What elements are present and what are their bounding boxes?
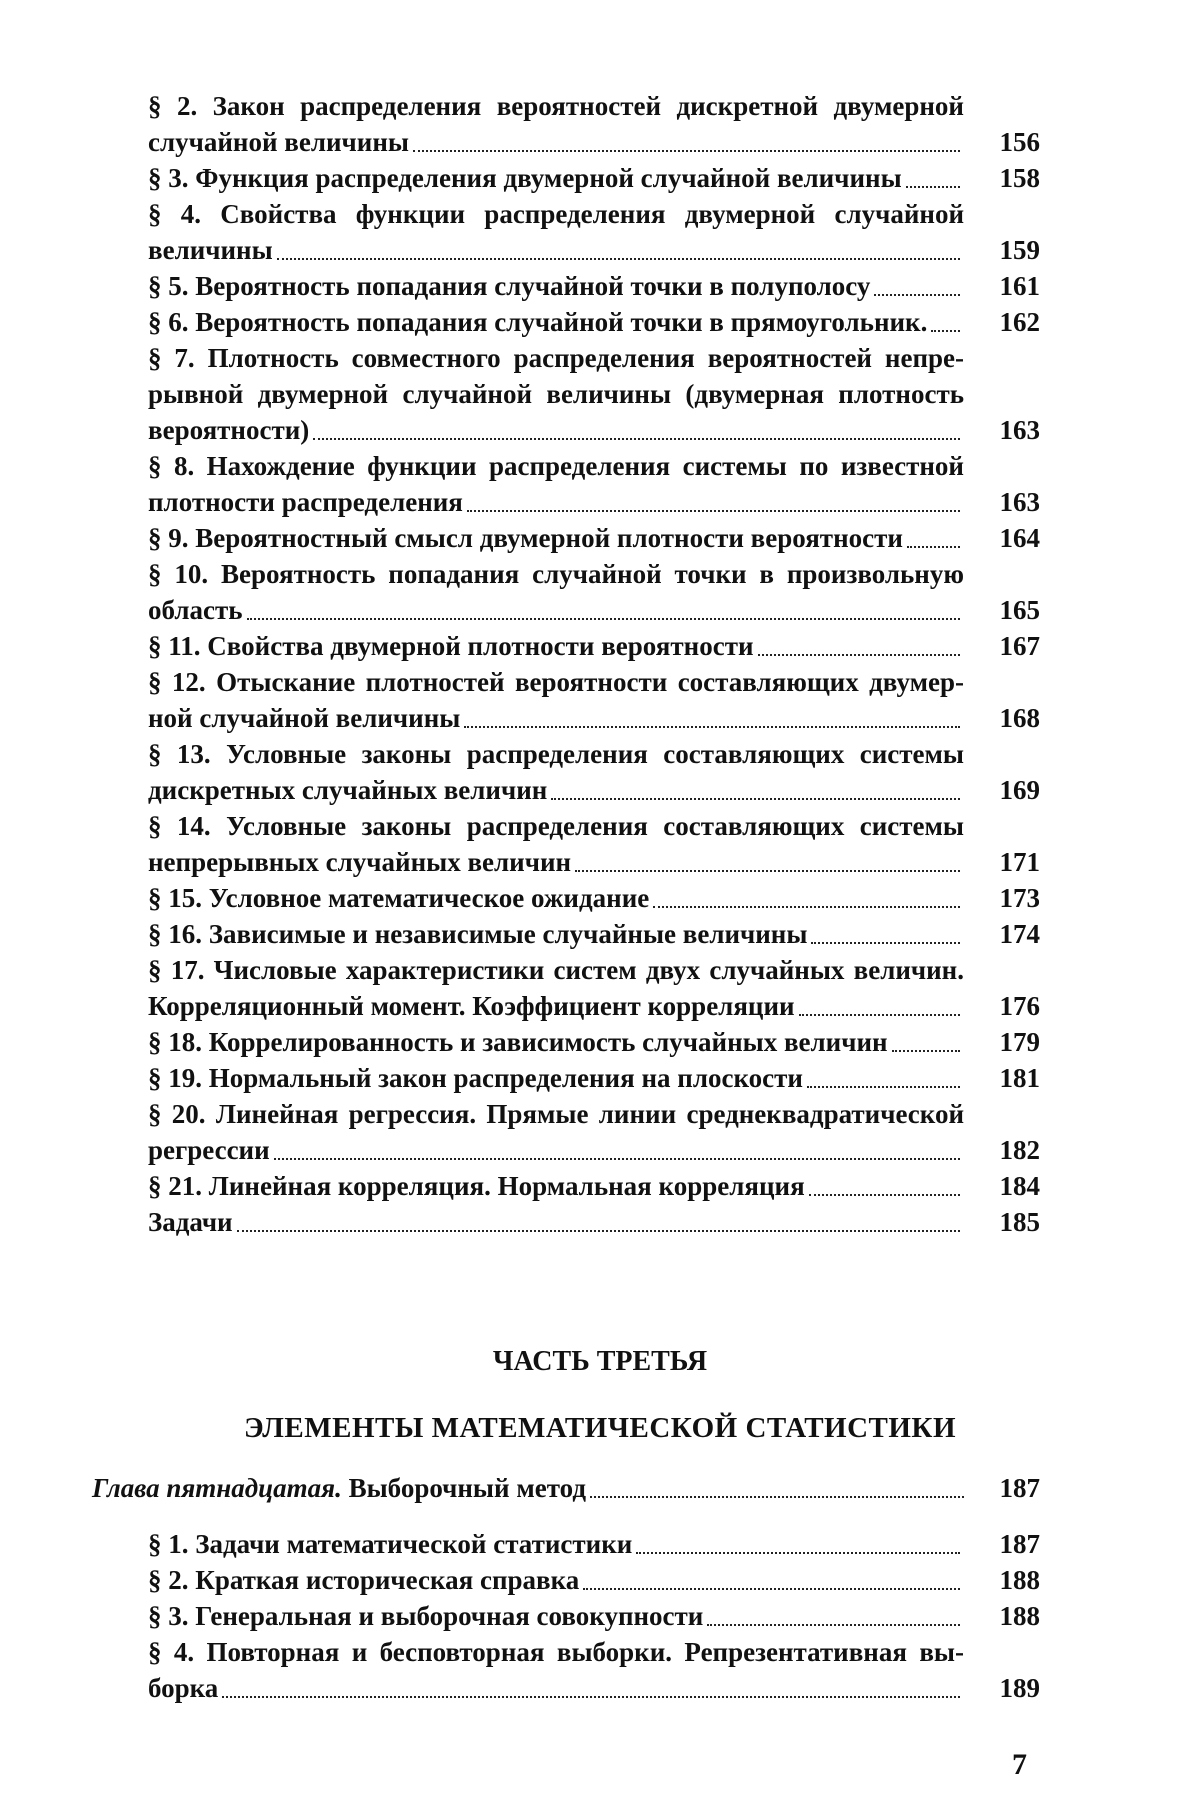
- toc-entry-title: § 19. Нормальный закон распределения на плоскости: [148, 1063, 803, 1093]
- leader-dots: [222, 1696, 960, 1698]
- toc-entry-title: ной случайной величины: [148, 703, 461, 733]
- toc-entry-title: борка: [148, 1673, 219, 1703]
- leader-dots: [551, 798, 960, 800]
- toc-entry[interactable]: [148, 1598, 1040, 1634]
- toc-entry-title: § 9. Вероятностный смысл двумерной плотности вероятности: [148, 523, 903, 553]
- leader-dots: [313, 438, 960, 440]
- toc-entry-page: 171: [999, 847, 1040, 877]
- toc-entry-title: Задачи: [148, 1207, 233, 1237]
- toc-entry[interactable]: [148, 448, 1040, 520]
- toc-entry-page: 174: [999, 919, 1040, 949]
- leader-dots: [653, 906, 960, 908]
- leader-dots: [277, 258, 960, 260]
- toc-entry-page: 158: [999, 163, 1040, 193]
- toc-entry-title: величины: [148, 235, 273, 265]
- toc-entry-page: 189: [999, 1673, 1040, 1703]
- toc-entry-page: 163: [999, 415, 1040, 445]
- toc-entry-title: непрерывных случайных величин: [148, 847, 572, 877]
- leader-dots: [413, 150, 960, 152]
- toc-entry-page: 161: [999, 271, 1040, 301]
- toc-entry-line: § 8. Нахождение функции распределения системы по известной: [148, 451, 964, 481]
- toc-entry-title: случайной величины: [148, 127, 409, 157]
- chapter-page: 187: [999, 1473, 1040, 1503]
- toc-entry-line: § 20. Линейная регрессия. Прямые линии среднеквадратической: [148, 1099, 964, 1129]
- toc-entry-page: 156: [999, 127, 1040, 157]
- leader-dots: [758, 654, 960, 656]
- toc-entry-title: § 16. Зависимые и независимые случайные величины: [148, 919, 808, 949]
- toc-entry[interactable]: [148, 664, 1040, 736]
- toc-entry[interactable]: [148, 736, 1040, 808]
- toc-entry-page: 188: [999, 1601, 1040, 1631]
- toc-entry[interactable]: [148, 1060, 1040, 1096]
- toc-entry-line: § 7. Плотность совместного распределения вероятностей непре-: [148, 343, 964, 373]
- toc-entry[interactable]: [148, 304, 1040, 340]
- toc-entry-title: регрессии: [148, 1135, 270, 1165]
- toc-entry-title: вероятности): [148, 415, 310, 445]
- leader-dots: [247, 618, 961, 620]
- toc-list-chapter15: [148, 1526, 1040, 1706]
- leader-dots: [892, 1050, 960, 1052]
- chapter-label: Глава пятнадцатая.: [92, 1473, 342, 1503]
- page-number: 7: [1012, 1748, 1027, 1781]
- toc-entry-title: § 11. Свойства двумерной плотности вероятности: [148, 631, 754, 661]
- toc-entry-page: 159: [999, 235, 1040, 265]
- leader-dots: [467, 510, 960, 512]
- leader-dots: [931, 330, 960, 332]
- chapter-title: Выборочный метод: [348, 1473, 586, 1503]
- toc-entry-title: § 18. Коррелированность и зависимость случайных величин: [148, 1027, 888, 1057]
- toc-entry-line: рывной двумерной случайной величины (двумерная плотность: [148, 379, 964, 409]
- toc-entry-line: § 13. Условные законы распределения составляющих системы: [148, 739, 964, 769]
- toc-entry-title: § 5. Вероятность попадания случайной точки в полуполосу: [148, 271, 871, 301]
- toc-entry[interactable]: [148, 556, 1040, 628]
- toc-entry-title: § 15. Условное математическое ожидание: [148, 883, 650, 913]
- toc-entry[interactable]: [148, 1634, 1040, 1706]
- toc-entry[interactable]: [148, 1562, 1040, 1598]
- leader-dots: [274, 1158, 960, 1160]
- toc-entry[interactable]: [148, 880, 1040, 916]
- toc-entry-title: область: [148, 595, 243, 625]
- toc-entry-page: 185: [999, 1207, 1040, 1237]
- toc-entry-line: § 4. Свойства функции распределения двумерной случайной: [148, 199, 964, 229]
- toc-entry-page: 176: [999, 991, 1040, 1021]
- toc-entry-page: 181: [999, 1063, 1040, 1093]
- leader-dots: [807, 1086, 960, 1088]
- toc-entry-title: Корреляционный момент. Коэффициент корреляции: [148, 991, 795, 1021]
- leader-dots: [799, 1014, 960, 1016]
- leader-dots: [874, 294, 960, 296]
- toc-entry-line: § 2. Закон распределения вероятностей дискретной двумерной: [148, 91, 964, 121]
- toc-entry[interactable]: [148, 268, 1040, 304]
- toc-entry[interactable]: [148, 628, 1040, 664]
- toc-entry-page: 163: [999, 487, 1040, 517]
- toc-entry[interactable]: [148, 88, 1040, 160]
- chapter-entry[interactable]: [92, 1470, 1040, 1506]
- part-title: ЧАСТЬ ТРЕТЬЯ: [492, 1346, 708, 1377]
- toc-entry-page: 167: [999, 631, 1040, 661]
- toc-entry[interactable]: [148, 160, 1040, 196]
- toc-entry[interactable]: [148, 916, 1040, 952]
- toc-entry-title: § 3. Функция распределения двумерной случайной величины: [148, 163, 902, 193]
- leader-dots: [906, 186, 960, 188]
- leader-dots: [811, 942, 960, 944]
- toc-entry-page: 184: [999, 1171, 1040, 1201]
- toc-entry[interactable]: [148, 808, 1040, 880]
- toc-entry[interactable]: [148, 1096, 1040, 1168]
- leader-dots: [575, 870, 960, 872]
- toc-entry-page: 179: [999, 1027, 1040, 1057]
- toc-entry-title: § 1. Задачи математической статистики: [148, 1529, 633, 1559]
- toc-entry[interactable]: [148, 1526, 1040, 1562]
- toc-list-part2: [148, 88, 1040, 1240]
- toc-entry-title: § 21. Линейная корреляция. Нормальная корреляция: [148, 1171, 805, 1201]
- leader-dots: [809, 1194, 960, 1196]
- toc-entry-title: § 2. Краткая историческая справка: [148, 1565, 580, 1595]
- toc-entry[interactable]: [148, 340, 1040, 448]
- toc-entry-line: § 14. Условные законы распределения составляющих системы: [148, 811, 964, 841]
- toc-entry-page: 164: [999, 523, 1040, 553]
- toc-entry-title: дискретных случайных величин: [148, 775, 548, 805]
- leader-dots: [907, 546, 960, 548]
- toc-entry-page: 188: [999, 1565, 1040, 1595]
- leader-dots: [464, 726, 960, 728]
- leader-dots: [636, 1552, 960, 1554]
- toc-entry-page: 169: [999, 775, 1040, 805]
- toc-entry-page: 162: [999, 307, 1040, 337]
- toc-entry[interactable]: [148, 952, 1040, 1024]
- toc-entry-page: 173: [999, 883, 1040, 913]
- toc-entry[interactable]: [148, 1204, 1040, 1240]
- toc-entry-line: § 10. Вероятность попадания случайной точки в произвольную: [148, 559, 964, 589]
- toc-entry-page: 168: [999, 703, 1040, 733]
- toc-entry[interactable]: [148, 196, 1040, 268]
- toc-entry-title: § 3. Генеральная и выборочная совокупности: [148, 1601, 704, 1631]
- toc-entry-page: 182: [999, 1135, 1040, 1165]
- toc-entry-title: плотности распределения: [148, 487, 463, 517]
- toc-entry-line: § 4. Повторная и бесповторная выборки. Репрезентативная вы-: [148, 1637, 964, 1667]
- toc-entry-title: § 6. Вероятность попадания случайной точки в прямоугольник.: [148, 307, 928, 337]
- toc-entry[interactable]: [148, 520, 1040, 556]
- part-subtitle: ЭЛЕМЕНТЫ МАТЕМАТИЧЕСКОЙ СТАТИСТИКИ: [243, 1412, 957, 1444]
- toc-entry-line: § 17. Числовые характеристики систем двух случайных величин.: [148, 955, 964, 985]
- toc-entry-page: 187: [999, 1529, 1040, 1559]
- toc-entry-line: § 12. Отыскание плотностей вероятности составляющих двумер-: [148, 667, 964, 697]
- leader-dots: [583, 1588, 960, 1590]
- toc-entry[interactable]: [148, 1168, 1040, 1204]
- toc-entry[interactable]: [148, 1024, 1040, 1060]
- toc-entry-page: 165: [999, 595, 1040, 625]
- leader-dots: [237, 1230, 960, 1232]
- leader-dots: [590, 1496, 964, 1498]
- leader-dots: [707, 1624, 960, 1626]
